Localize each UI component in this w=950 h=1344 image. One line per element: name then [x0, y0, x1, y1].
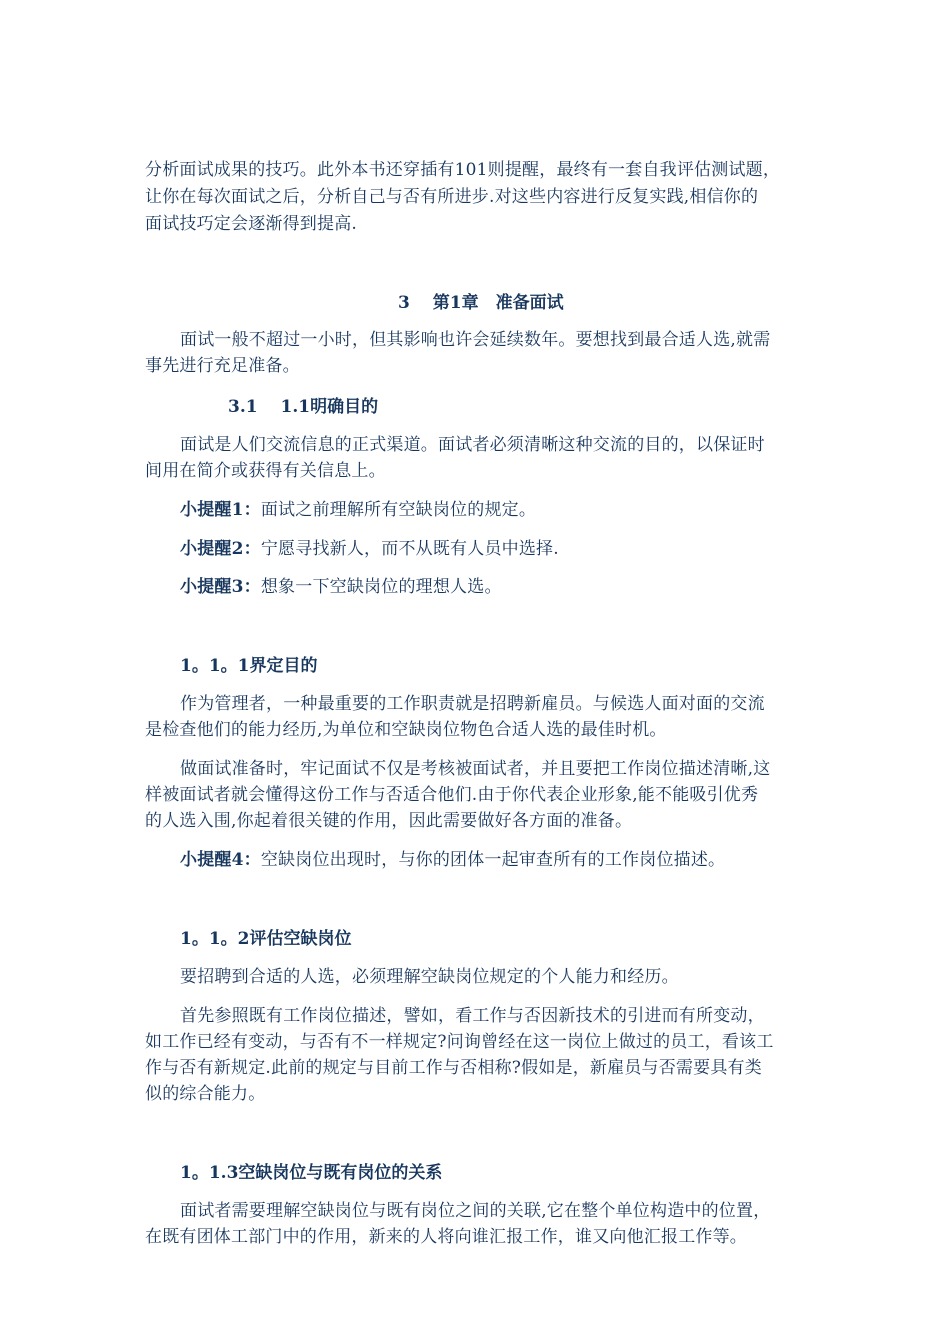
- section-1-1-para-line-2: 间用在简介或获得有关信息上。: [145, 461, 386, 481]
- tip-1: [180, 497, 885, 523]
- section-1-1-1-para1-line-2: 是检查他们的能力经历,为单位和空缺岗位物色合适人选的最佳时机。: [145, 720, 667, 740]
- tip-3: [180, 574, 885, 600]
- section-1-1-2-para2-line-4: 似的综合能力。: [145, 1084, 266, 1104]
- section-1-1-1-para2-line-2: 样被面试者就会懂得这份工作与否适合他们.由于你代表企业形象,能不能吸引优秀: [145, 785, 759, 805]
- tip-1-label: 小提醒1：: [180, 500, 261, 520]
- section-1-1-1-para2-line-3: 的人选入围,你起着很关键的作用，因此需要做好各方面的准备。: [145, 811, 633, 831]
- section-1-1-2-para1: 要招聘到合适的人选，必须理解空缺岗位规定的个人能力和经历。: [180, 967, 679, 987]
- chapter-title: 3 第1章 准备面试: [398, 293, 564, 313]
- section-title-1-1-2: 1。1。2评估空缺岗位: [180, 929, 352, 949]
- section-1-1-1-para1-line-1: 作为管理者，一种最重要的工作职责就是招聘新雇员。与候选人面对面的交流: [180, 694, 765, 714]
- tip-1-text: 面试之前理解所有空缺岗位的规定。: [260, 500, 537, 520]
- tip-3-text: 想象一下空缺岗位的理想人选。: [260, 577, 502, 597]
- tip-4-label: 小提醒4：: [180, 850, 261, 870]
- section-1-1-3-para-line-1: 面试者需要理解空缺岗位与既有岗位之间的关联,它在整个单位构造中的位置，: [180, 1201, 771, 1221]
- section-1-1-3-para-line-2: 在既有团体工部门中的作用，新来的人将向谁汇报工作，谁又向他汇报工作等。: [145, 1227, 747, 1247]
- chapter-para-line-2: 事先进行充足准备。: [145, 356, 300, 376]
- intro-line-3: 面试技巧定会逐渐得到提高.: [145, 214, 358, 234]
- tip-3-label: 小提醒3：: [180, 577, 261, 597]
- tip-4: [180, 847, 885, 873]
- intro-line-1: 分析面试成果的技巧。此外本书还穿插有101则提醒，最终有一套自我评估测试题，: [145, 160, 781, 180]
- chapter-para-line-1: 面试一般不超过一小时，但其影响也许会延续数年。要想找到最合适人选,就需: [180, 330, 771, 350]
- section-1-1-2-para2-line-1: 首先参照既有工作岗位描述，譬如，看工作与否因新技术的引进而有所变动，: [180, 1006, 765, 1026]
- tip-4-text: 空缺岗位出现时，与你的团体一起审查所有的工作岗位描述。: [260, 850, 726, 870]
- section-title-1-1-1: 1。1。1界定目的: [180, 656, 318, 676]
- section-1-1-para-line-1: 面试是人们交流信息的正式渠道。面试者必须清晰这种交流的目的，以保证时: [180, 435, 765, 455]
- tip-2-text: 宁愿寻找新人，而不从既有人员中选择.: [260, 539, 559, 559]
- section-1-1-2-para2-line-2: 如工作已经有变动，与否有不一样规定?问询曾经在这一岗位上做过的员工，看该工: [145, 1032, 774, 1052]
- section-1-1-2-para2-line-3: 作与否有新规定.此前的规定与目前工作与否相称?假如是，新雇员与否需要具有类: [145, 1058, 762, 1078]
- section-title-1-1: 3.1 1.1明确目的: [228, 397, 379, 417]
- section-1-1-1-para2-line-1: 做面试准备时，牢记面试不仅是考核被面试者，并且要把工作岗位描述清晰,这: [180, 759, 771, 779]
- tip-2: [180, 536, 885, 562]
- intro-line-2: 让你在每次面试之后，分析自己与否有所进步.对这些内容进行反复实践,相信你的: [145, 187, 759, 207]
- section-title-1-1-3: 1。1.3空缺岗位与既有岗位的关系: [180, 1163, 443, 1183]
- tip-2-label: 小提醒2：: [180, 539, 261, 559]
